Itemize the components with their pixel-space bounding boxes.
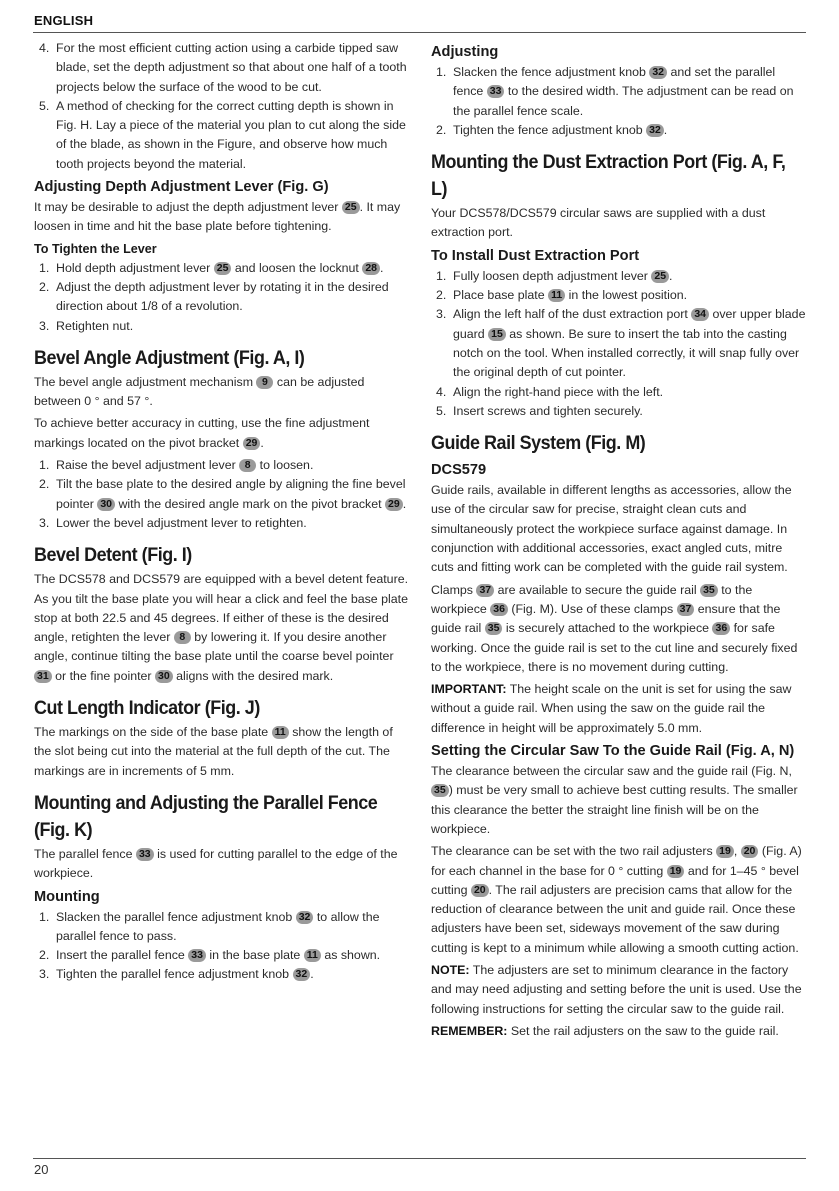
- right-column: [431, 39, 807, 1044]
- paragraph: To achieve better accuracy in cutting, use the fine adjustment markings located on the pivot bracket 29 .: [34, 416, 370, 450]
- important-note: IMPORTANT: The height scale on the unit is set for using the saw without a guide rail. When using the saw on the guide rail the difference in height will be approximately 5.0 mm.: [431, 682, 792, 735]
- section-heading: Mounting the Dust Extraction Port (Fig. A, F, L): [431, 151, 786, 201]
- list-item: 2. Tighten the fence adjustment knob 32 .: [436, 122, 668, 137]
- part-number-badge: 35: [431, 784, 449, 797]
- numbered-list: [431, 267, 807, 421]
- subsection-heading: To Install Dust Extraction Port: [431, 247, 640, 264]
- list-item: 3. Align the left half of the dust extraction port 34 over upper blade guard 15 as shown. Be sure to insert the tab into the casting notch on the tool. When installed correctly, it will snap fully over the original depth of cut pointer.: [436, 307, 806, 380]
- list-item: 2. Place base plate 11 in the lowest position.: [436, 288, 688, 303]
- part-number-badge: 37: [476, 584, 494, 597]
- list-item: 5. Insert screws and tighten securely.: [436, 403, 643, 418]
- list-item: 3. Tighten the parallel fence adjustment knob 32 .: [39, 967, 314, 982]
- section-heading: Adjusting: [431, 44, 499, 60]
- part-number-badge: 32: [293, 968, 311, 981]
- section-heading: Guide Rail System (Fig. M): [431, 432, 646, 455]
- paragraph: It may be desirable to adjust the depth adjustment lever 25 . It may loosen in time and hit the base plate before tightening.: [34, 200, 401, 234]
- paragraph: Guide rails, available in different lengths as accessories, allow the use of the circular saw for precise, straight clean cuts and simultaneously protect the workpiece surface against damage. In conjunction with additional accessories, exact angled cuts, mitre cuts and fitting work can be completed with the guide rail system.: [431, 483, 792, 575]
- part-number-badge: 11: [548, 289, 565, 302]
- section-heading: Bevel Angle Adjustment (Fig. A, I): [34, 346, 305, 369]
- part-number-badge: 30: [97, 498, 115, 511]
- part-number-badge: 35: [700, 584, 718, 597]
- list-item: [34, 39, 410, 97]
- part-number-badge: 25: [342, 201, 360, 214]
- part-number-badge: 11: [304, 949, 321, 962]
- part-number-badge: 11: [272, 726, 289, 739]
- list-item: 3. Retighten nut.: [39, 318, 134, 333]
- list-item: 2. Tilt the base plate to the desired angle by aligning the fine bevel pointer 30 with the desired angle mark on the pivot bracket 29 .: [39, 477, 407, 511]
- list-item: 1. Slacken the fence adjustment knob 32 and set the parallel fence 33 to the desired width. The adjustment can be read on the parallel fence scale.: [436, 65, 794, 118]
- step-text: For the most efficient cutting action using a carbide tipped saw blade, set the depth adjustment so that about one half of a tooth projects below the surface of the wood to be cut.: [56, 41, 407, 94]
- section-heading: Mounting and Adjusting the Parallel Fence (Fig. K): [34, 791, 378, 841]
- list-item: 1. Raise the bevel adjustment lever 8 to loosen.: [39, 458, 314, 473]
- list-item: 1. Hold depth adjustment lever 25 and loosen the locknut 28 .: [39, 260, 384, 275]
- part-number-badge: 35: [485, 622, 503, 635]
- part-number-badge: 37: [677, 603, 695, 616]
- step-number: 5.: [39, 98, 50, 113]
- numbered-list: [34, 908, 410, 985]
- part-number-badge: 33: [487, 85, 505, 98]
- header-language-label: ENGLISH: [34, 13, 94, 28]
- part-number-badge: 31: [34, 670, 52, 683]
- part-number-badge: 9: [256, 376, 273, 389]
- paragraph: Clamps 37 are available to secure the guide rail 35 to the workpiece 36 (Fig. M). Use of these clamps 37 ensure that the guide rail 35 is securely attached to the workpiece 36 for safe working. Once the guide rail is set to the cut line and securely fixed to the workpiece, there is no movement during cutting.: [431, 582, 798, 674]
- note: NOTE: The adjusters are set to minimum clearance in the factory and may need adjusting and setting before the unit is used. Use the following instructions for setting the circular saw to the guide rail.: [431, 962, 802, 1016]
- numbered-list: [34, 259, 410, 336]
- part-number-badge: 36: [490, 603, 508, 616]
- left-column: [34, 39, 410, 988]
- list-item: 2. Adjust the depth adjustment lever by rotating it in the desired direction about 1/8 of a revolution.: [39, 279, 389, 314]
- list-item: 3. Lower the bevel adjustment lever to retighten.: [39, 515, 307, 530]
- part-number-badge: 8: [174, 631, 191, 644]
- paragraph: The clearance between the circular saw and the guide rail (Fig. N, 35 ) must be very small to achieve best cutting results. The smaller this clearance the better the straight line finish will be on the workpiece.: [431, 764, 798, 836]
- section-heading: Bevel Detent (Fig. I): [34, 544, 192, 567]
- paragraph: Your DCS578/DCS579 circular saws are supplied with a dust extraction port.: [431, 206, 766, 240]
- list-item: 4. Align the right-hand piece with the left.: [436, 384, 664, 399]
- header-divider: [33, 32, 806, 33]
- paragraph: The markings on the side of the base plate 11 show the length of the slot being cut into the material at the full depth of the cut. The markings are in increments of 5 mm.: [34, 725, 393, 778]
- depth-steps-continued: [34, 39, 410, 174]
- part-number-badge: 34: [691, 308, 709, 321]
- part-number-badge: 15: [488, 328, 506, 341]
- part-number-badge: 32: [649, 66, 667, 79]
- part-number-badge: 19: [716, 845, 734, 858]
- step-number: 4.: [39, 41, 50, 55]
- subsection-heading: Mounting: [34, 888, 100, 905]
- paragraph: The DCS578 and DCS579 are equipped with a bevel detent feature. As you tilt the base plate you will hear a click and feel the base plate stop at both 22.5 and 45 degrees. If either of these is the desired angle, retighten the lever 8 by lowering it. If you desire another angle, continue tilting the base plate until the coarse bevel pointer 31 or the fine pointer 30 aligns with the desired mark.: [34, 572, 409, 683]
- paragraph: The parallel fence 33 is used for cutting parallel to the edge of the workpiece.: [34, 846, 398, 881]
- part-number-badge: 33: [188, 949, 206, 962]
- part-number-badge: 20: [471, 884, 489, 897]
- part-number-badge: 32: [296, 911, 314, 924]
- step-text: A method of checking for the correct cutting depth is shown in Fig. H. Lay a piece of the material you plan to cut along the side of the blade, as shown in the Figure, and observe how much tooth projects beyond the material.: [56, 98, 406, 171]
- part-number-badge: 33: [136, 848, 154, 861]
- list-item: [34, 97, 410, 174]
- part-number-badge: 29: [243, 437, 261, 450]
- part-number-badge: 25: [214, 262, 232, 275]
- part-number-badge: 32: [646, 124, 664, 137]
- part-number-badge: 25: [651, 270, 669, 283]
- reminder: REMEMBER: Set the rail adjusters on the saw to the guide rail.: [431, 1023, 779, 1038]
- part-number-badge: 8: [239, 459, 256, 472]
- list-item: 1. Slacken the parallel fence adjustment knob 32 to allow the parallel fence to pass.: [39, 909, 380, 943]
- subsection-heading: To Tighten the Lever: [34, 241, 157, 256]
- section-heading: Cut Length Indicator (Fig. J): [34, 697, 260, 720]
- part-number-badge: 28: [362, 262, 380, 275]
- part-number-badge: 36: [712, 622, 730, 635]
- list-item: 1. Fully loosen depth adjustment lever 25 .: [436, 268, 673, 283]
- footer-divider: [33, 1158, 806, 1159]
- part-number-badge: 29: [385, 498, 403, 511]
- section-heading: Adjusting Depth Adjustment Lever (Fig. G): [34, 179, 329, 196]
- list-item: 2. Insert the parallel fence 33 in the base plate 11 as shown.: [39, 948, 381, 963]
- part-number-badge: 19: [667, 865, 685, 878]
- paragraph: The clearance can be set with the two rail adjusters 19 , 20 (Fig. A) for each channel in the base for 0 ° cutting 19 and for 1–45 ° bevel cutting 20 . The rail adjusters are precision cams that allow for the reduction of clearance between the unit and guide rail. Once these adjusters have been set, sideways movement of the saw during cutting is kept to a minimum while allowing a smooth cutting action.: [431, 844, 802, 955]
- numbered-list: [34, 456, 410, 533]
- numbered-list: [431, 63, 807, 140]
- paragraph: The bevel angle adjustment mechanism 9 can be adjusted between 0 ° and 57 °.: [34, 374, 365, 409]
- part-number-badge: 30: [155, 670, 173, 683]
- section-heading: Setting the Circular Saw To the Guide Rail (Fig. A, N): [431, 743, 795, 760]
- part-number-badge: 20: [741, 845, 759, 858]
- page-number: 20: [34, 1162, 49, 1177]
- model-heading: DCS579: [431, 462, 487, 479]
